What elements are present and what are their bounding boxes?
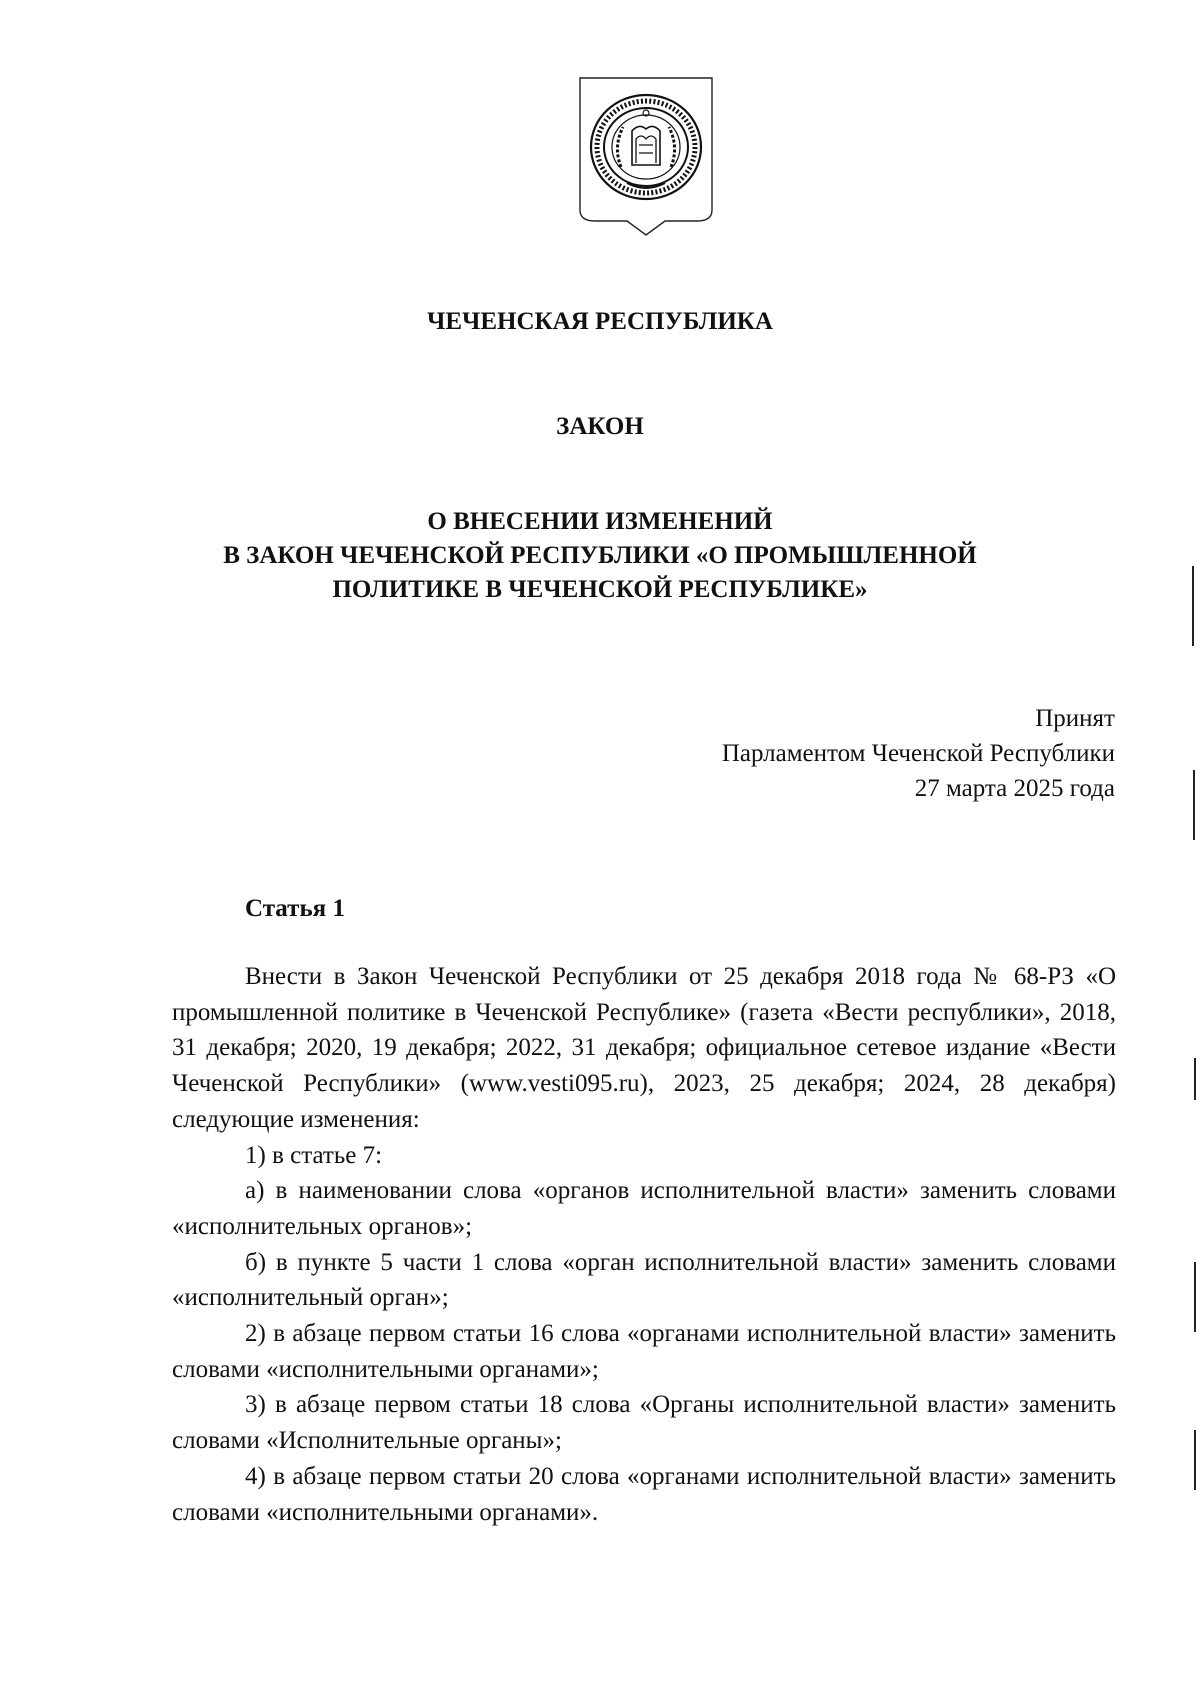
adopting-body: Парламентом Чеченской Республики (721, 740, 1115, 767)
law-title-line: О ВНЕСЕНИИ ИЗМЕНЕНИЙ (427, 508, 773, 535)
scan-edge-line (1194, 1430, 1196, 1490)
document-type-heading: ЗАКОН (556, 413, 644, 440)
coat-of-arms-icon (577, 75, 715, 238)
article-paragraph: 2) в абзаце первом статьи 16 слова «органами исполнительной власти» заменить словами «исполнительными органами»; (172, 1320, 1116, 1383)
adoption-status: Принят (1035, 705, 1115, 732)
article-paragraph: 4) в абзаце первом статьи 20 слова «органами исполнительной власти» заменить словами «исполнительными органами». (172, 1462, 1116, 1526)
scan-edge-line (1192, 566, 1194, 646)
article-paragraph: б) в пункте 5 части 1 слова «орган исполнительной власти» заменить словами «исполнительный орган»; (172, 1248, 1116, 1312)
article-body (172, 959, 1116, 1530)
article-paragraph: Внести в Закон Чеченской Республики от 25 декабря 2018 года № 68-РЗ «О промышленной политике в Чеченской Республике» (газета «Вести республики», 2018, 31 декабря; 2020, 19 декабря; 2022, 31 декабря; официальное сетевое издание «Вести Чеченской Республики» (www.vesti095.ru), 2023, 25 декабря; 2024, 28 декабря) следующие изменения: (172, 963, 1116, 1133)
scan-edge-line (1194, 1262, 1196, 1332)
article-paragraph: 1) в статье 7: (245, 1141, 383, 1169)
article-heading: Статья 1 (245, 895, 345, 922)
scan-edge-line (1194, 1058, 1196, 1100)
adoption-date: 27 марта 2025 года (914, 775, 1115, 802)
adoption-block (722, 701, 1115, 806)
republic-heading: ЧЕЧЕНСКАЯ РЕСПУБЛИКА (427, 308, 773, 335)
scan-edge-line (1193, 770, 1195, 840)
law-title-line: ПОЛИТИКЕ В ЧЕЧЕНСКОЙ РЕСПУБЛИКЕ» (332, 576, 868, 603)
law-title-line: В ЗАКОН ЧЕЧЕНСКОЙ РЕСПУБЛИКИ «О ПРОМЫШЛЕННОЙ (223, 542, 977, 569)
law-title (0, 505, 1200, 607)
article-paragraph: 3) в абзаце первом статьи 18 слова «Органы исполнительной власти» заменить словами «Исполнительные органы»; (172, 1391, 1116, 1455)
article-paragraph: а) в наименовании слова «органов исполнительной власти» заменить словами «исполнительных органов»; (172, 1177, 1116, 1240)
